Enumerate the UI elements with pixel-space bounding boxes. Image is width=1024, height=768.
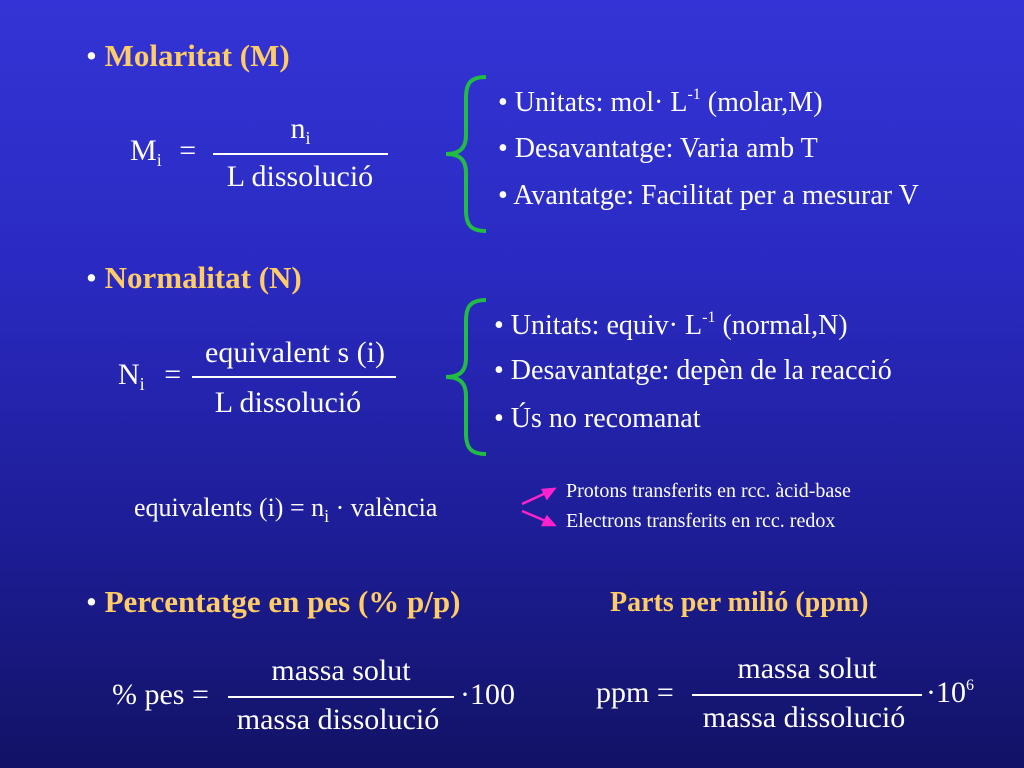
- molaritat-brace: [446, 77, 486, 231]
- ppm-formula-denominator: massa dissolució: [702, 701, 906, 734]
- percentatge-formula-lhs: % pes =: [112, 678, 209, 711]
- molaritat-formula-lhs: $M_i$ =: [130, 134, 197, 170]
- bullet-dot: •: [86, 38, 97, 73]
- arrow-icon: [522, 489, 554, 525]
- ppm-heading: Parts per milió (ppm): [610, 587, 869, 618]
- molaritat-bullet-desavantatge: • Desavantatge: Varia amb T: [498, 133, 818, 164]
- normalitat-heading: [86, 260, 302, 296]
- fraction-line: [228, 696, 454, 698]
- normalitat-brace: [446, 300, 486, 454]
- equivalents-note-protons: Protons transferits en rcc. àcid-base: [566, 480, 851, 502]
- percentatge-formula-numerator: massa solut: [271, 654, 411, 687]
- normalitat-heading-text: Normalitat (N): [104, 260, 302, 295]
- normalitat-formula-numerator: equivalent s (i): [205, 336, 385, 369]
- molaritat-formula-denominator: L dissolució: [226, 160, 374, 193]
- molaritat-formula-numerator: $n_i$: [290, 112, 311, 148]
- percentatge-heading-text: Percentatge en pes (% p/p): [104, 584, 461, 619]
- bullet-dot: •: [86, 584, 97, 619]
- ppm-formula-lhs: ppm =: [596, 676, 674, 709]
- bullet-dot: •: [86, 260, 97, 295]
- molaritat-bullet-avantatge: • Avantatge: Facilitat per a mesurar V: [498, 180, 919, 211]
- normalitat-bullet-unitats: • Unitats: equiv· $L^{-1}$ (normal,N): [494, 309, 848, 341]
- arrowhead-down: [543, 517, 554, 525]
- normalitat-bullet-us: • Ús no recomanat: [494, 403, 701, 434]
- normalitat-formula-denominator: L dissolució: [214, 386, 362, 419]
- percentatge-formula-factor: ·100: [460, 678, 515, 711]
- percentatge-formula-denominator: massa dissolució: [236, 703, 440, 736]
- molaritat-heading-text: Molaritat (M): [104, 38, 290, 73]
- equivalents-formula: equivalents $(i) = n_i$ · valència: [134, 493, 438, 526]
- equivalents-note-electrons: Electrons transferits en rcc. redox: [566, 510, 836, 532]
- ppm-formula-factor: $\cdot 10^6$: [926, 676, 974, 709]
- normalitat-formula-lhs: $N_i$ =: [118, 358, 182, 394]
- normalitat-bullet-desavantatge: • Desavantatge: depèn de la reacció: [494, 355, 892, 386]
- percentatge-heading: [86, 584, 460, 620]
- molaritat-bullet-unitats: • Unitats: $mol\cdot L^{-1}$ (molar,M): [498, 86, 823, 118]
- fraction-line: [192, 376, 396, 378]
- arrowhead-up: [543, 489, 554, 498]
- fraction-line: [692, 694, 922, 696]
- ppm-formula-numerator: massa solut: [737, 652, 877, 685]
